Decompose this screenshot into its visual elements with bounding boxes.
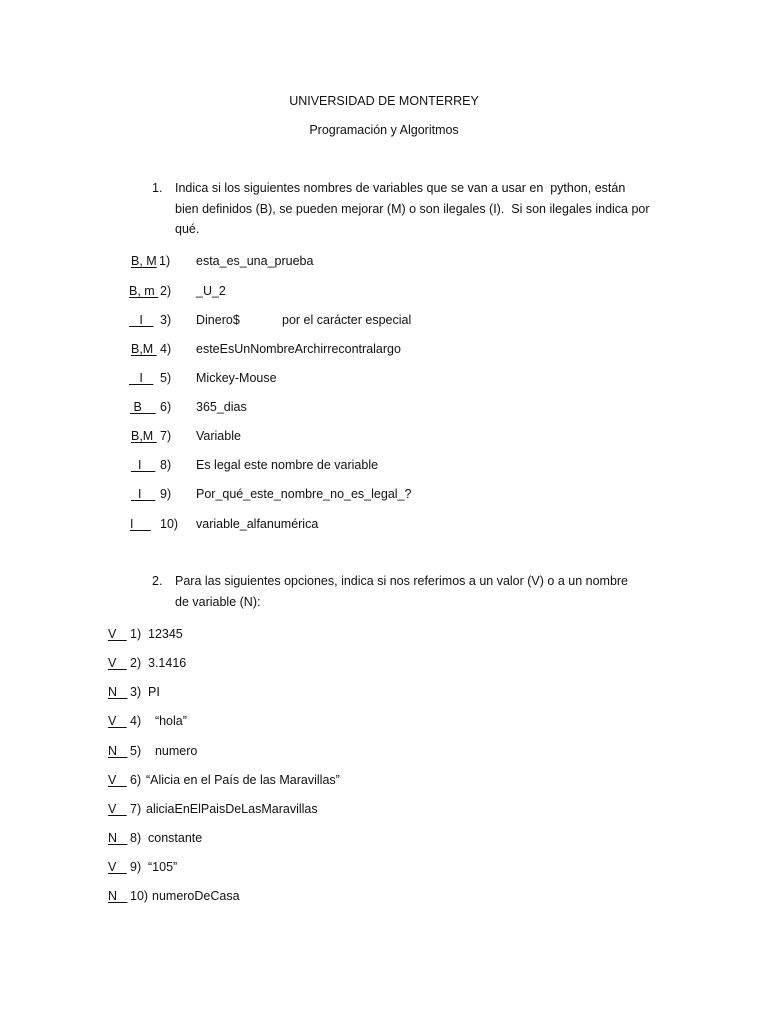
q2-item xyxy=(0,743,768,761)
q1-item-number: 8) xyxy=(160,458,172,472)
course-title: Programación y Algoritmos xyxy=(309,123,459,137)
q1-item-text: Mickey-Mouse xyxy=(196,371,277,385)
q1-item xyxy=(0,312,768,330)
q2-line-1: Para las siguientes opciones, indica si nos referimos a un valor (V) o a un nombre xyxy=(175,574,629,588)
q2-item-number: 9) xyxy=(130,860,142,874)
q1-item-number: 3) xyxy=(160,313,172,327)
q1-item-number: 2) xyxy=(160,284,172,298)
q2-item xyxy=(0,655,768,673)
q1-item-number: 7) xyxy=(160,429,172,443)
q1-item xyxy=(0,486,768,504)
q2-item-number: 3) xyxy=(130,685,142,699)
q2-item-number: 10) xyxy=(130,889,149,903)
q2-item xyxy=(0,772,768,790)
q2-item-number: 7) xyxy=(130,802,142,816)
q2-answer: V xyxy=(108,656,127,670)
q2-item-text: aliciaEnElPaisDeLasMaravillas xyxy=(146,802,318,816)
q2-item-text: 3.1416 xyxy=(148,656,187,670)
q2-item-number: 2) xyxy=(130,656,142,670)
q2-answer: V xyxy=(108,627,127,641)
q1-answer: B, m xyxy=(129,284,159,298)
q1-item xyxy=(0,399,768,417)
q2-item xyxy=(0,830,768,848)
q1-item-text: Por_qué_este_nombre_no_es_legal_? xyxy=(196,487,412,501)
q2-item-text: PI xyxy=(148,685,160,699)
q2-item-text: “Alicia en el País de las Maravillas” xyxy=(146,773,340,787)
q1-item xyxy=(0,283,768,301)
q1-answer: I xyxy=(129,313,154,327)
q1-item-text: esteEsUnNombreArchirrecontralargo xyxy=(196,342,401,356)
q2-item xyxy=(0,713,768,731)
q1-item xyxy=(0,428,768,446)
q1-answer: B, M xyxy=(131,254,157,268)
q1-item-number: 6) xyxy=(160,400,172,414)
q1-item xyxy=(0,341,768,359)
q1-line-3: qué. xyxy=(175,222,200,236)
university-title: UNIVERSIDAD DE MONTERREY xyxy=(289,94,479,108)
q2-item-text: numero xyxy=(148,744,198,758)
q2-item xyxy=(0,684,768,702)
q1-item xyxy=(0,370,768,388)
q1-answer: B xyxy=(130,400,156,414)
q1-answer: I xyxy=(131,487,156,501)
q2-item xyxy=(0,626,768,644)
q1-item-text: Es legal este nombre de variable xyxy=(196,458,379,472)
q1-item-text: Dinero$ xyxy=(196,313,240,327)
q2-answer: N xyxy=(108,744,128,758)
q2-answer: N xyxy=(108,685,128,699)
q2-item-number: 4) xyxy=(130,714,142,728)
q1-line-1: Indica si los siguientes nombres de variables que se van a usar en python, están xyxy=(175,181,626,195)
q2-item-text: numeroDeCasa xyxy=(152,889,240,903)
q2-item-number: 1) xyxy=(130,627,142,641)
q2-item-number: 8) xyxy=(130,831,142,845)
q1-item xyxy=(0,457,768,475)
q1-item-text: _U_2 xyxy=(196,284,226,298)
q1-item-text: Variable xyxy=(196,429,241,443)
q1-item xyxy=(0,253,768,271)
q1-item-number: 1) xyxy=(159,254,171,268)
q1-answer: I xyxy=(129,371,154,385)
q1-item-note: por el carácter especial xyxy=(282,313,412,327)
q2-answer: V xyxy=(108,714,127,728)
q2-item-number: 6) xyxy=(130,773,142,787)
q2-answer: V xyxy=(108,773,127,787)
q1-item xyxy=(0,516,768,534)
q2-answer: V xyxy=(108,860,127,874)
q1-item-number: 4) xyxy=(160,342,172,356)
q1-item-number: 10) xyxy=(160,517,179,531)
q2-item-number: 5) xyxy=(130,744,142,758)
q2-item xyxy=(0,801,768,819)
q1-item-text: 365_dias xyxy=(196,400,247,414)
q2-item-text: constante xyxy=(148,831,203,845)
q2-answer: N xyxy=(108,831,128,845)
q2-item-text: 12345 xyxy=(148,627,183,641)
q2-item-text: “105” xyxy=(148,860,178,874)
q2-item xyxy=(0,888,768,906)
q1-item-text: variable_alfanumérica xyxy=(196,517,319,531)
q1-item-number: 9) xyxy=(160,487,172,501)
q1-answer: I xyxy=(131,458,156,472)
q2-answer: N xyxy=(108,889,128,903)
q2-item-text: “hola” xyxy=(148,714,187,728)
q1-answer: B,M xyxy=(131,429,157,443)
q2-item xyxy=(0,859,768,877)
q1-answer: I xyxy=(130,517,151,531)
q1-answer: B,M xyxy=(131,342,157,356)
q1-number: 1. xyxy=(152,181,163,195)
q1-line-2: bien definidos (B), se pueden mejorar (M) o son ilegales (I). Si son ilegales indica por xyxy=(175,202,650,216)
q2-number: 2. xyxy=(152,574,163,588)
q2-answer: V xyxy=(108,802,127,816)
q2-line-2: de variable (N): xyxy=(175,595,261,609)
q1-item-text: esta_es_una_prueba xyxy=(196,254,314,268)
q1-item-number: 5) xyxy=(160,371,172,385)
